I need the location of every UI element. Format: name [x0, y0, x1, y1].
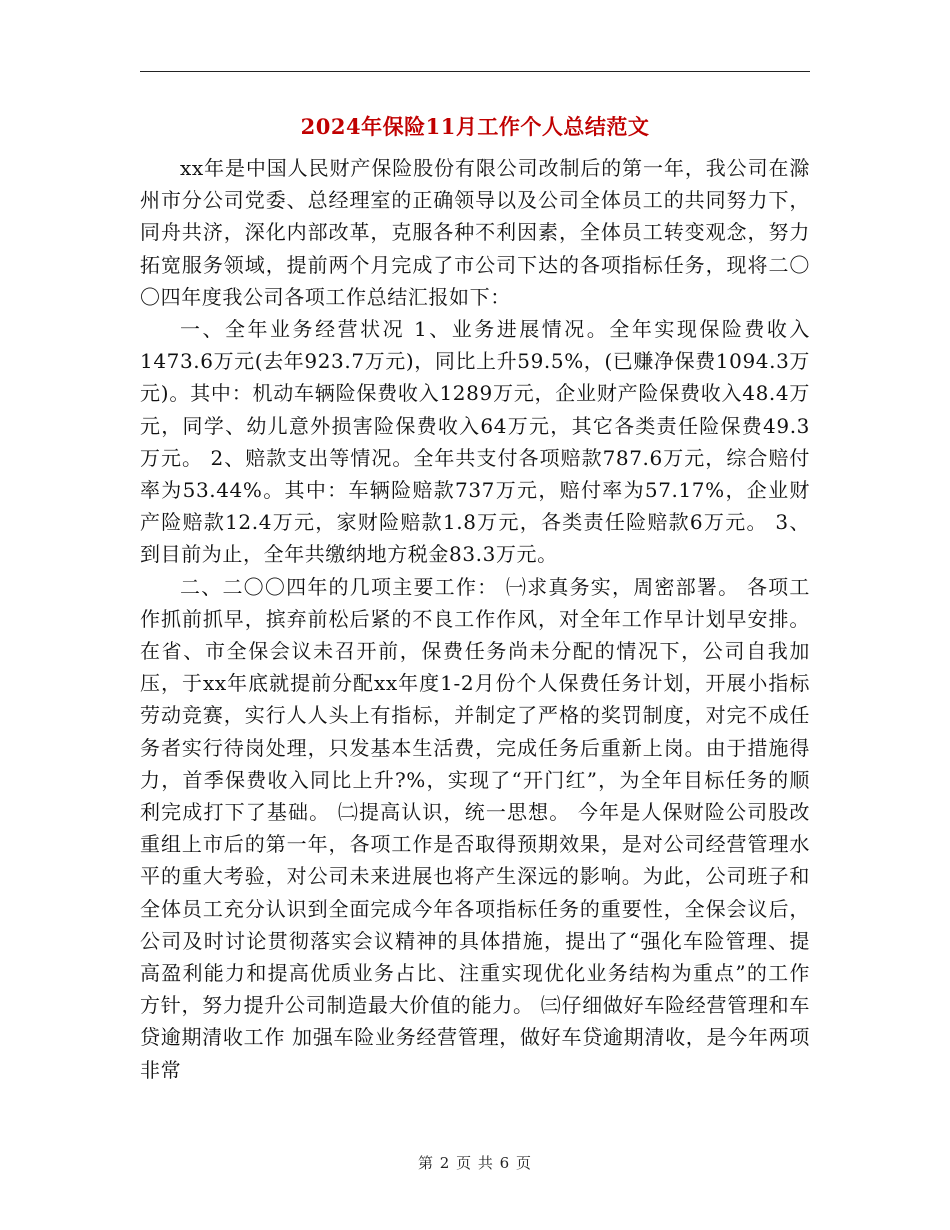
header-rule	[140, 71, 810, 72]
document-title: 2024年保险11月工作个人总结范文	[300, 114, 650, 139]
paragraph-main-work: 二、二〇〇四年的几项主要工作： ㈠求真务实，周密部署。 各项工作抓前抓早，摈弃前松后紧的不良工作作风，对全年工作早计划早安排。在省、市全保会议未召开前，保费任务尚未分配的情况下，公司自我加压，于xx年底就提前分配xx年度1-2月份个人保费任务计划，开展小指标劳动竞赛，实行人人头上有指标，并制定了严格的奖罚制度，对完不成任务者实行待岗处理，只发基本生活费，完成任务后重新上岗。由于措施得力，首季保费收入同比上升?%，实现了“开门红”，为全年目标任务的顺利完成打下了基础。 ㈡提高认识，统一思想。 今年是人保财险公司股改重组上市后的第一年，各项工作是否取得预期效果，是对公司经营管理水平的重大考验，对公司未来进展也将产生深远的影响。为此，公司班子和全体员工充分认识到全面完成今年各项指标任务的重要性，全保会议后，公司及时讨论贯彻落实会议精神的具体措施，提出了“强化车险管理、提高盈利能力和提高优质业务占比、注重实现优化业务结构为重点”的工作方针，努力提升公司制造最大价值的能力。 ㈢仔细做好车险经营管理和车贷逾期清收工作 加强车险业务经营管理，做好车贷逾期清收，是今年两项非常	[140, 574, 810, 1082]
paragraph-business-status: 一、全年业务经营状况 1、业务进展情况。全年实现保险费收入1473.6万元(去年923.7万元)，同比上升59.5%，(已赚净保费1094.3万元)。其中：机动车辆险保费收入1289万元，企业财产险保费收入48.4万元，同学、幼儿意外损害险保费收入64万元，其它各类责任险保费49.3万元。 2、赔款支出等情况。全年共支付各项赔款787.6万元，综合赔付率为53.44%。其中：车辆险赔款737万元，赔付率为57.17%，企业财产险赔款12.4万元，家财险赔款1.8万元，各类责任险赔款6万元。 3、到目前为止，全年共缴纳地方税金83.3万元。	[140, 317, 810, 567]
page-number: 第 2 页 共 6 页	[418, 1154, 532, 1172]
document-body	[140, 152, 810, 1086]
paragraph-intro: xx年是中国人民财产保险股份有限公司改制后的第一年，我公司在滁州市分公司党委、总经理室的正确领导以及公司全体员工的共同努力下，同舟共济，深化内部改革，克服各种不利因素，全体员工转变观念，努力拓宽服务领域，提前两个月完成了市公司下达的各项指标任务，现将二〇〇四年度我公司各项工作总结汇报如下：	[140, 156, 810, 309]
